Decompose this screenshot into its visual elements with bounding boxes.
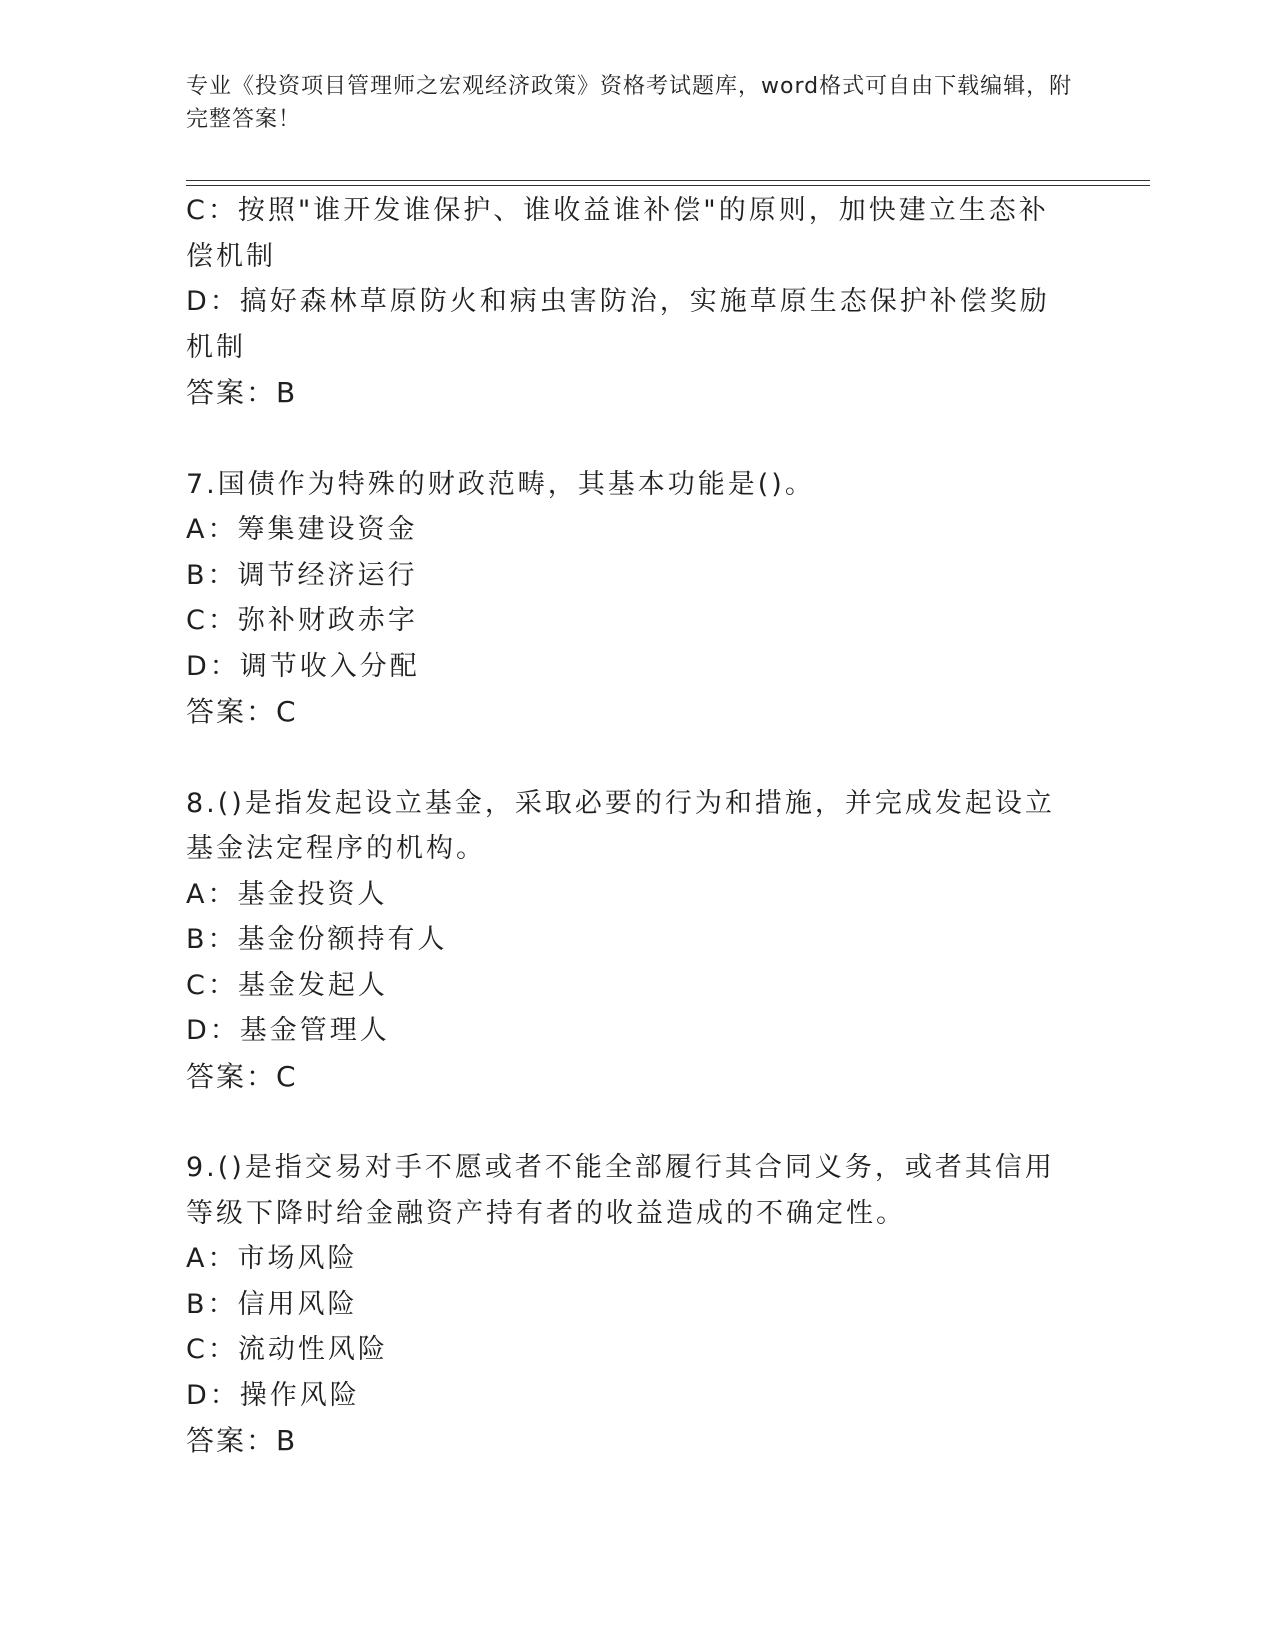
question-9	[186, 1145, 1076, 1464]
answer-line: 答案：B	[186, 1424, 298, 1457]
question-title: 7.国债作为特殊的财政范畴，其基本功能是()。	[186, 468, 815, 500]
option-d: D：调节收入分配	[186, 650, 420, 682]
question-7	[186, 462, 1076, 735]
option-c: C：按照"谁开发谁保护、谁收益谁补偿"的原则，加快建立生态补偿机制	[186, 195, 1049, 272]
question-title: 8.()是指发起设立基金，采取必要的行为和措施，并完成发起设立基金法定程序的机构。	[186, 787, 1055, 864]
option-b: B：信用风险	[186, 1288, 358, 1320]
option-b: B：调节经济运行	[186, 559, 418, 591]
question-content	[186, 188, 1076, 1464]
header-divider-top	[186, 180, 1150, 181]
answer-line: 答案：C	[186, 695, 298, 728]
question-8	[186, 781, 1076, 1100]
answer-line: 答案：B	[186, 376, 298, 409]
option-a: A：市场风险	[186, 1243, 358, 1274]
option-c: C：弥补财政赤字	[186, 605, 418, 636]
question-title: 9.()是指交易对手不愿或者不能全部履行其合同义务，或者其信用等级下降时给金融资产持有者的收益造成的不确定性。	[186, 1152, 1055, 1229]
question-6-continued	[186, 188, 1076, 416]
option-c: C：流动性风险	[186, 1334, 388, 1365]
option-d: D：基金管理人	[186, 1015, 390, 1046]
option-d: D：操作风险	[186, 1379, 360, 1411]
answer-line: 答案：C	[186, 1059, 298, 1093]
option-a: A：基金投资人	[186, 878, 388, 910]
option-c: C：基金发起人	[186, 969, 388, 1001]
document-header: 专业《投资项目管理师之宏观经济政策》资格考试题库，word格式可自由下载编辑，附完整答案！	[186, 74, 1073, 132]
option-a: A：筹集建设资金	[186, 514, 418, 545]
header-divider-bottom	[186, 185, 1150, 186]
option-d: D：搞好森林草原防火和病虫害防治，实施草原生态保护补偿奖励机制	[186, 286, 1050, 363]
option-b: B：基金份额持有人	[186, 924, 448, 955]
